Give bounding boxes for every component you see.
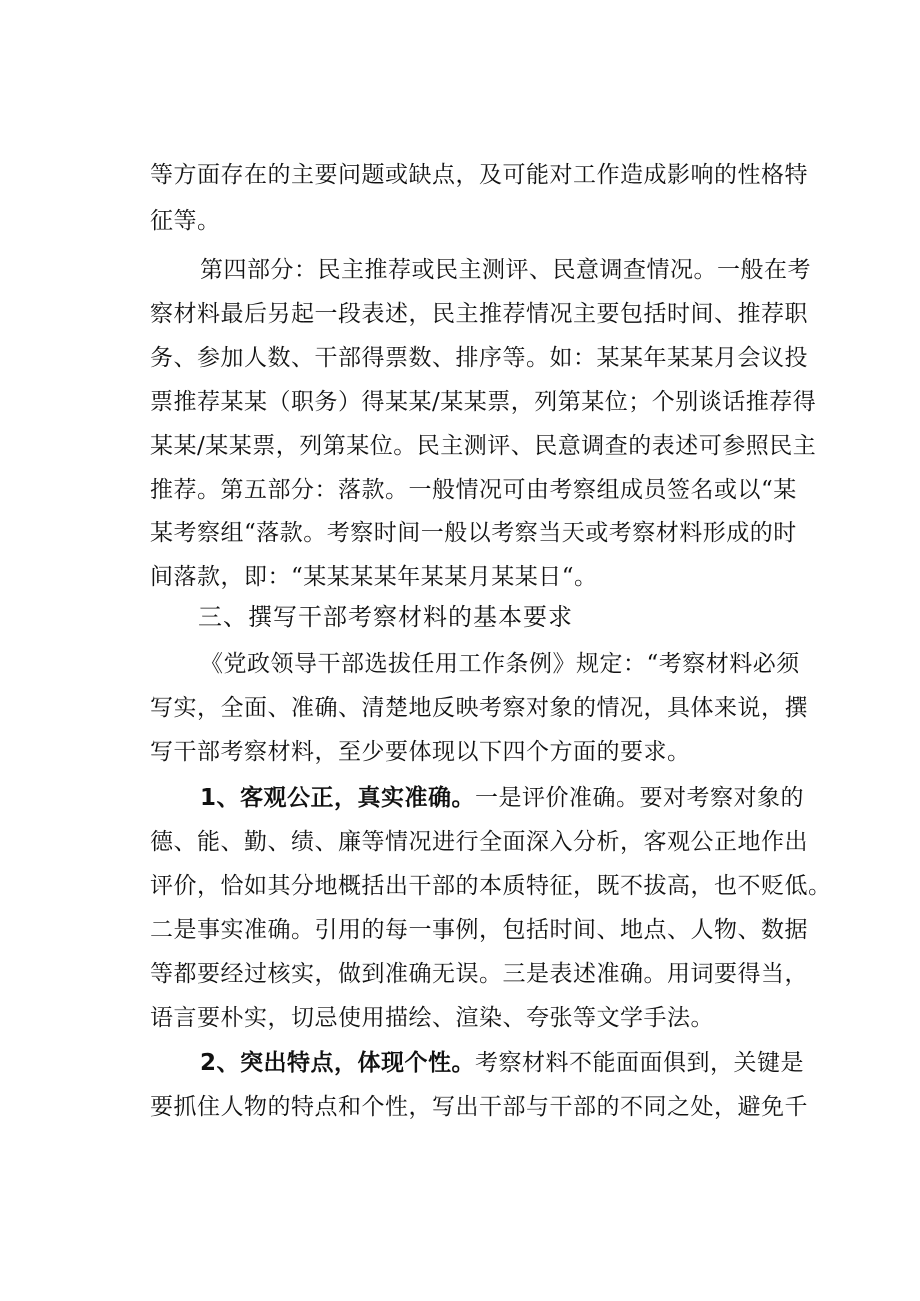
body-text-line: 务、参加人数、干部得票数、排序等。如：某某年某某月会议投 <box>150 345 808 371</box>
body-text-line: 某考察组“落款。考察时间一般以考察当天或考察材料形成的时 <box>150 520 797 546</box>
section-heading: 三、撰写干部考察材料的基本要求 <box>198 603 573 631</box>
body-text-line: 推荐。第五部分：落款。一般情况可由考察组成员签名或以“某 <box>150 477 797 503</box>
body-text-line: 票推荐某某（职务）得某某/某某票，列第某位；个别谈话推荐得 <box>150 389 817 415</box>
body-text-line: 等都要经过核实，做到准确无误。三是表述准确。用词要得当， <box>150 961 808 987</box>
body-text-line: 察材料最后另起一段表述，民主推荐情况主要包括时间、推荐职 <box>150 301 808 327</box>
req2-first-line-text: 考察材料不能面面俱到，关键是 <box>475 1050 805 1076</box>
req2-title: 2、突出特点，体现个性。 <box>200 1050 476 1076</box>
paragraph-part4-first-line: 第四部分：民主推荐或民主测评、民意调查情况。一般在考 <box>200 257 811 283</box>
body-text-line: 征等。 <box>150 208 221 234</box>
paragraph-req2-first-line <box>200 1048 810 1078</box>
req1-title: 1、客观公正，真实准确。 <box>200 785 476 811</box>
body-text-line: 二是事实准确。引用的每一事例，包括时间、地点、人物、数据 <box>150 917 808 943</box>
body-text-line: 要抓住人物的特点和个性，写出干部与干部的不同之处，避免千 <box>150 1094 808 1120</box>
body-text-line: 等方面存在的主要问题或缺点，及可能对工作造成影响的性格特 <box>150 162 808 188</box>
body-text-line: 德、能、勤、绩、廉等情况进行全面深入分析，客观公正地作出 <box>150 829 808 855</box>
body-text-line: 间落款，即：“某某某某年某某月某某日“。 <box>150 564 598 590</box>
req1-first-line-text: 一是评价准确。要对考察对象的 <box>475 785 805 811</box>
body-text-line: 某某/某某票，列第某位。民主测评、民意调查的表述可参照民主 <box>150 433 817 459</box>
body-text-line: 写实，全面、准确、清楚地反映考察对象的情况，具体来说，撰 <box>150 695 808 721</box>
body-text-line: 语言要朴实，切忌使用描绘、渲染、夸张等文学手法。 <box>150 1005 714 1031</box>
paragraph-section3-intro-first-line: 《党政领导干部选拔任用工作条例》规定：“考察材料必须 <box>200 651 800 677</box>
paragraph-req1-first-line <box>200 783 810 813</box>
body-text-line: 写干部考察材料，至少要体现以下四个方面的要求。 <box>150 739 691 765</box>
body-text-line: 评价，恰如其分地概括出干部的本质特征，既不拔高，也不贬低。 <box>150 873 832 899</box>
